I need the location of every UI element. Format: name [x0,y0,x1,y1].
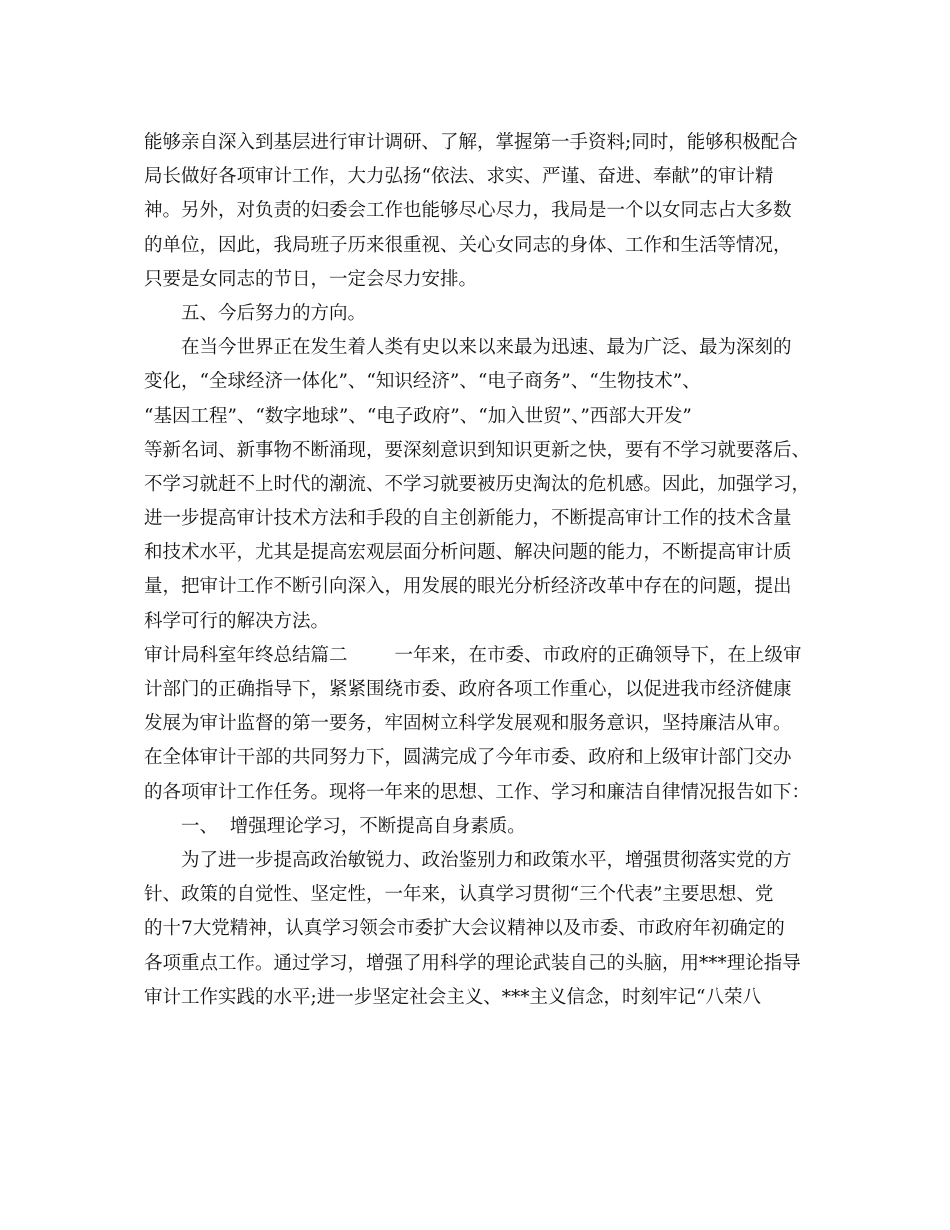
text-line: 计部门的正确指导下，紧紧围绕市委、政府各项工作重心，以促进我市经济健康 [144,679,792,700]
text-line: 科学可行的解决方法。 [144,610,330,632]
text-line: 在全体审计干部的共同努力下，圆满完成了今年市委、政府和上级审计部门交办 [144,747,792,769]
text-line: 审计工作实践的水平;进一步坚定社会主义、***主义信念，时刻牢记“八荣八 [144,986,761,1008]
text-line: 进一步提高审计技术方法和手段的自主创新能力，不断提高审计工作的技术含量 [144,508,792,530]
text-line: 五、今后努力的方向。 [181,302,367,324]
text-line: “基因工程”、“数字地球”、“电子政府”、“加入世贸”、”西部大开发” [144,405,692,427]
text-line: 为了进一步提高政治敏锐力、政治鉴别力和政策水平，增强贯彻落实党的方 [181,849,792,871]
text-line: 一、 增强理论学习，不断提高自身素质。 [181,815,526,837]
text-line: 量，把审计工作不断引向深入，用发展的眼光分析经济改革中存在的问题，提出 [144,576,792,598]
text-line: 神。另外，对负责的妇委会工作也能够尽心尽力，我局是一个以女同志占大多数 [144,200,792,222]
text-line: 审计局科室年终总结篇二 一年来，在市委、市政府的正确领导下，在上级审 [144,644,802,666]
text-line: 等新名词、新事物不断涌现，要深刻意识到知识更新之快，要有不学习就要落后、 [144,439,811,461]
text-line: 在当今世界正在发生着人类有史以来以来最为迅速、最为广泛、最为深刻的 [181,337,792,359]
text-line: 局长做好各项审计工作，大力弘扬“依法、求实、严谨、奋进、奉献”的审计精 [144,166,774,188]
text-line: 能够亲自深入到基层进行审计调研、了解，掌握第一手资料;同时，能够积极配合 [144,132,798,153]
text-line: 不学习就赶不上时代的潮流、不学习就要被历史淘汰的危机感。因此，加强学习， [144,473,811,495]
text-line: 只要是女同志的节日，一定会尽力安排。 [144,268,478,290]
text-line: 各项重点工作。通过学习，增强了用科学的理论武装自己的头脑，用***理论指导 [144,952,801,974]
text-line: 发展为审计监督的第一要务，牢固树立科学发展观和服务意识，坚持廉洁从审。 [144,713,792,735]
text-line: 的单位，因此，我局班子历来很重视、关心女同志的身体、工作和生活等情况， [144,234,792,256]
text-line: 的各项审计工作任务。现将一年来的思想、工作、学习和廉洁自律情况报告如下： [144,781,811,803]
text-line: 和技术水平，尤其是提高宏观层面分析问题、解决问题的能力，不断提高审计质 [144,542,792,564]
text-line: 的十7大党精神，认真学习领会市委扩大会议精神以及市委、市政府年初确定的 [144,918,785,940]
text-line: 变化，“全球经济一体化”、“知识经济”、“电子商务”、“生物技术”、 [144,371,701,393]
document-body [144,126,814,1015]
text-line: 针、政策的自觉性、坚定性，一年来，认真学习贯彻“三个代表”主要思想、党 [144,884,774,906]
